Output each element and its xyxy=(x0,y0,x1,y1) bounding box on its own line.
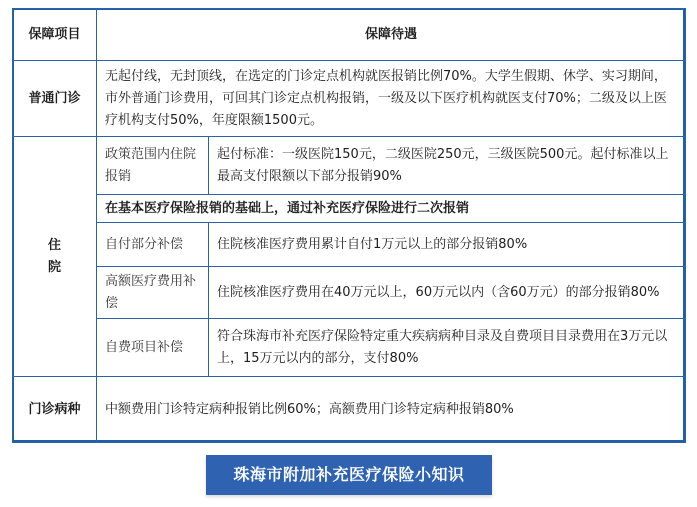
outpatient-disease-text: 中额费用门诊特定病种报销比例60%；高额费用门诊特定病种报销80% xyxy=(97,377,686,443)
self-pay-text: 住院核准医疗费用累计自付1万元以上的部分报销80% xyxy=(209,223,686,267)
table-row-inpatient-policy xyxy=(13,137,686,195)
table-row-high-cost xyxy=(13,267,686,319)
supplement-note: 在基本医疗保险报销的基础上，通过补充医疗保险进行二次报销 xyxy=(97,195,686,223)
category-inpatient-label: 住院 xyxy=(47,237,81,275)
table-row-self-funded xyxy=(13,319,686,377)
table-row-outpatient-disease xyxy=(13,377,686,443)
category-inpatient xyxy=(13,137,97,377)
inpatient-policy-text: 起付标准：一级医院150元，二级医院250元，三级医院500元。起付标准以上最高支付限额以下部分报销90% xyxy=(209,137,686,195)
self-pay-label: 自付部分补偿 xyxy=(97,223,209,267)
table-row-self-pay xyxy=(13,223,686,267)
self-funded-label: 自费项目补偿 xyxy=(97,319,209,377)
table-row-outpatient xyxy=(13,61,686,137)
high-cost-text: 住院核准医疗费用在40万元以上，60万元以内（含60万元）的部分报销80% xyxy=(209,267,686,319)
inpatient-policy-label: 政策范围内住院报销 xyxy=(97,137,209,195)
table-row-supplement-note xyxy=(13,195,686,223)
benefits-table xyxy=(12,8,686,443)
category-outpatient: 普通门诊 xyxy=(13,61,97,137)
self-funded-text: 符合珠海市补充医疗保险特定重大疾病病种目录及自费项目目录费用在3万元以上，15万元以内的部分，支付80% xyxy=(209,319,686,377)
header-benefits-cell: 保障待遇 xyxy=(97,9,686,61)
table-header-row xyxy=(13,9,686,61)
outpatient-text: 无起付线，无封顶线，在选定的门诊定点机构就医报销比例70%。大学生假期、休学、实习期间，市外普通门诊费用，可回其门诊定点机构报销，一级及以下医疗机构就医支付70%；二级及以上医疗机构支付50%，年度限额1500元。 xyxy=(97,61,686,137)
caption-banner: 珠海市附加补充医疗保险小知识 xyxy=(206,455,492,495)
header-category-cell: 保障项目 xyxy=(13,9,97,61)
category-outpatient-disease: 门诊病种 xyxy=(13,377,97,443)
high-cost-label: 高额医疗费用补偿 xyxy=(97,267,209,319)
